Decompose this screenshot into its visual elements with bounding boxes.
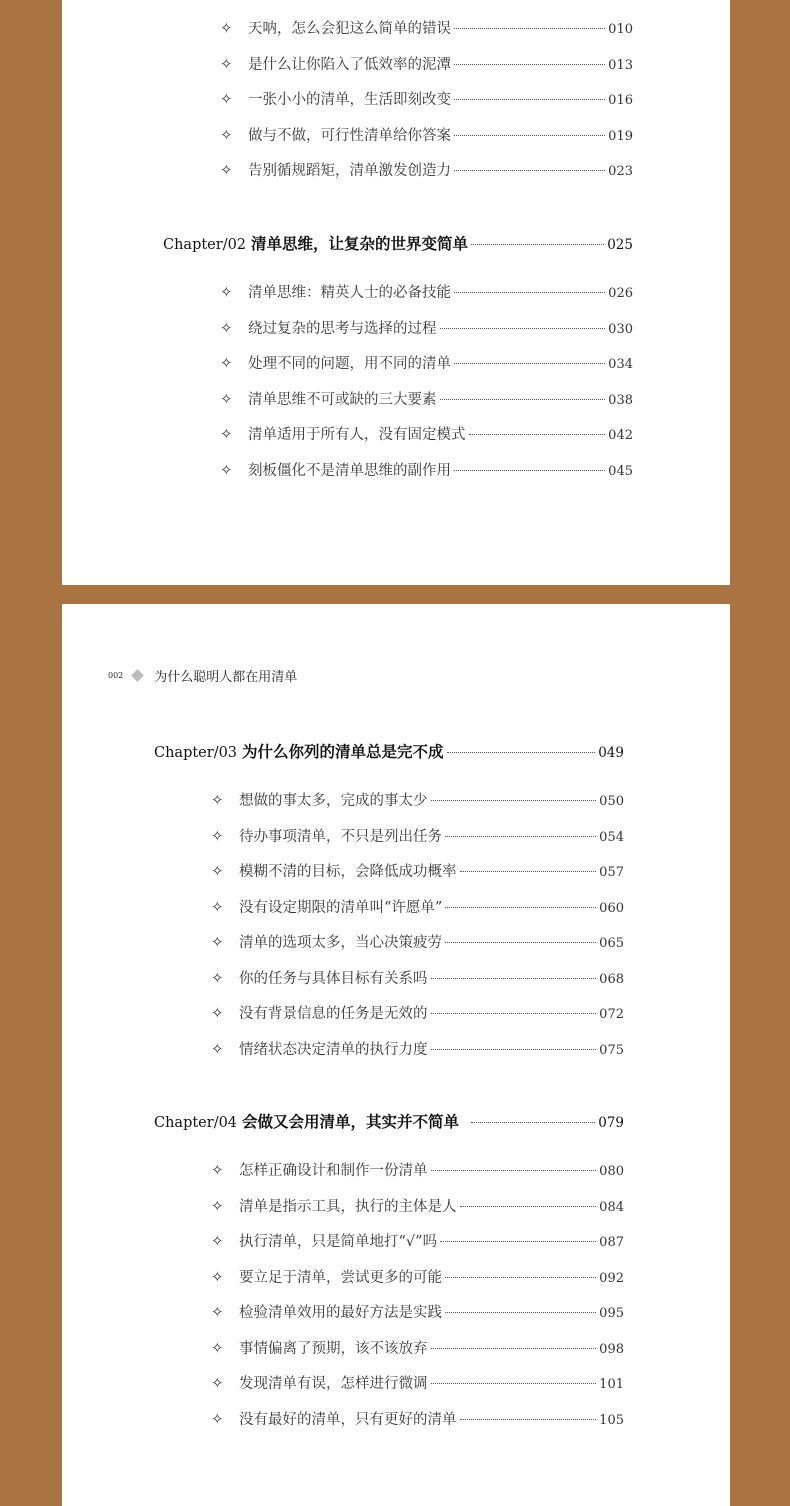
toc-entry xyxy=(211,896,624,917)
dot-leader xyxy=(454,27,605,29)
dot-leader xyxy=(471,243,604,245)
entry-title: 事情偏离了预期，该不该放弃 xyxy=(239,1340,428,1357)
entry-title: 清单思维不可或缺的三大要素 xyxy=(248,391,437,408)
toc-entry xyxy=(211,1337,624,1358)
toc-entry xyxy=(211,1301,624,1322)
header-book-title: 为什么聪明人都在用清单 xyxy=(154,670,298,685)
entry-title: 你的任务与具体目标有关系吗 xyxy=(239,970,428,987)
four-point-star-icon: ✧ xyxy=(211,1338,224,1357)
entry-page-number: 065 xyxy=(599,936,624,951)
dot-leader xyxy=(431,977,597,979)
dot-leader xyxy=(460,870,597,872)
four-point-star-icon: ✧ xyxy=(211,1267,224,1286)
entry-title: 清单的选项太多，当心决策疲劳 xyxy=(239,935,442,951)
entry-page-number: 045 xyxy=(608,463,633,479)
entry-title: 没有最好的清单，只有更好的清单 xyxy=(239,1411,457,1428)
dot-leader xyxy=(445,1276,596,1278)
dot-leader xyxy=(431,1347,597,1349)
dot-leader xyxy=(454,169,605,171)
entry-title: 情绪状态决定清单的执行力度 xyxy=(239,1041,428,1058)
chapter04-heading xyxy=(154,1110,624,1132)
running-header xyxy=(108,666,297,685)
toc-entry xyxy=(220,281,633,302)
entry-page-number: 038 xyxy=(608,392,633,408)
entry-title: 怎样正确设计和制作一份清单 xyxy=(239,1163,428,1179)
four-point-star-icon: ✧ xyxy=(211,933,224,951)
four-point-star-icon: ✧ xyxy=(220,161,233,179)
four-point-star-icon: ✧ xyxy=(211,1039,224,1058)
toc-entry xyxy=(211,1002,624,1023)
four-point-star-icon: ✧ xyxy=(211,1161,224,1179)
four-point-star-icon: ✧ xyxy=(220,460,233,479)
entry-page-number: 087 xyxy=(599,1235,624,1250)
entry-title: 执行清单，只是简单地打“√”吗 xyxy=(239,1234,438,1250)
four-point-star-icon: ✧ xyxy=(211,1374,224,1392)
entry-title: 要立足于清单，尝试更多的可能 xyxy=(239,1269,442,1286)
entry-page-number: 060 xyxy=(599,900,624,916)
dot-leader xyxy=(440,327,606,329)
toc-entry xyxy=(211,931,624,952)
four-point-star-icon: ✧ xyxy=(220,54,233,73)
entry-page-number: 013 xyxy=(608,57,633,73)
entry-page-number: 054 xyxy=(599,829,624,845)
entry-page-number: 080 xyxy=(599,1164,624,1179)
toc-entry xyxy=(211,1195,624,1216)
entry-page-number: 105 xyxy=(599,1412,624,1428)
dot-leader xyxy=(454,469,605,471)
four-point-star-icon: ✧ xyxy=(220,90,233,108)
entry-page-number: 050 xyxy=(599,794,624,809)
toc-entry xyxy=(211,825,624,846)
entry-title: 天呐，怎么会犯这么简单的错误 xyxy=(248,21,451,37)
chapter-page-number: 025 xyxy=(607,237,633,253)
entry-page-number: 084 xyxy=(599,1199,624,1215)
entry-page-number: 098 xyxy=(599,1341,624,1357)
entry-page-number: 042 xyxy=(608,428,633,443)
toc-entry xyxy=(220,124,633,145)
dot-leader xyxy=(431,1169,597,1171)
entry-title: 清单思维：精英人士的必备技能 xyxy=(248,285,451,301)
toc-entry xyxy=(220,53,633,74)
entry-page-number: 101 xyxy=(599,1377,624,1392)
entry-page-number: 023 xyxy=(608,164,633,179)
dot-leader xyxy=(471,1121,595,1123)
four-point-star-icon: ✧ xyxy=(211,968,224,987)
dot-leader xyxy=(445,835,596,837)
entry-page-number: 019 xyxy=(608,128,633,144)
diamond-icon xyxy=(131,669,144,682)
four-point-star-icon: ✧ xyxy=(211,1232,224,1250)
four-point-star-icon: ✧ xyxy=(211,1409,224,1428)
four-point-star-icon: ✧ xyxy=(220,283,233,301)
toc-entry xyxy=(211,1408,624,1429)
toc-entry xyxy=(211,789,624,810)
entry-title: 没有背景信息的任务是无效的 xyxy=(239,1006,428,1022)
entry-title: 处理不同的问题，用不同的清单 xyxy=(248,356,451,372)
toc-entry xyxy=(220,352,633,373)
entry-page-number: 034 xyxy=(608,357,633,372)
entry-title: 清单是指示工具，执行的主体是人 xyxy=(239,1198,457,1215)
toc-entry xyxy=(220,317,633,338)
entry-page-number: 030 xyxy=(608,321,633,337)
toc-entry xyxy=(211,1038,624,1059)
four-point-star-icon: ✧ xyxy=(211,1196,224,1215)
toc-page-2 xyxy=(62,604,730,1506)
toc-entry xyxy=(220,159,633,180)
entry-title: 没有设定期限的清单叫“许愿单” xyxy=(239,899,443,916)
toc-entry xyxy=(220,423,633,444)
entry-page-number: 010 xyxy=(608,22,633,37)
entry-title: 一张小小的清单，生活即刻改变 xyxy=(248,92,451,108)
entry-title: 做与不做，可行性清单给你答案 xyxy=(248,127,451,144)
entry-title: 绕过复杂的思考与选择的过程 xyxy=(248,320,437,337)
four-point-star-icon: ✧ xyxy=(220,19,233,37)
chapter-title: 为什么你列的清单总是完不成 xyxy=(242,742,444,761)
dot-leader xyxy=(431,799,597,801)
chapter-page-number: 049 xyxy=(598,745,624,761)
dot-leader xyxy=(460,1205,597,1207)
entry-page-number: 095 xyxy=(599,1306,624,1321)
four-point-star-icon: ✧ xyxy=(220,318,233,337)
entry-title: 清单适用于所有人，没有固定模式 xyxy=(248,427,466,443)
dot-leader xyxy=(454,134,605,136)
chapter-title: 会做又会用清单，其实并不简单 xyxy=(242,1112,460,1131)
dot-leader xyxy=(431,1382,597,1384)
chapter-title: 清单思维，让复杂的世界变简单 xyxy=(251,234,469,253)
toc-entry xyxy=(211,967,624,988)
toc-entry xyxy=(211,1372,624,1393)
dot-leader xyxy=(440,398,606,400)
entry-page-number: 075 xyxy=(599,1042,624,1058)
entry-page-number: 016 xyxy=(608,93,633,108)
four-point-star-icon: ✧ xyxy=(220,425,233,443)
header-page-number: 002 xyxy=(108,671,124,680)
toc-entry xyxy=(220,459,633,480)
entry-title: 是什么让你陷入了低效率的泥潭 xyxy=(248,56,451,73)
dot-leader xyxy=(431,1048,597,1050)
dot-leader xyxy=(445,906,596,908)
entry-page-number: 057 xyxy=(599,865,624,880)
dot-leader xyxy=(454,362,605,364)
four-point-star-icon: ✧ xyxy=(211,1004,224,1022)
toc-entry xyxy=(211,860,624,881)
dot-leader xyxy=(445,941,596,943)
dot-leader xyxy=(454,63,605,65)
dot-leader xyxy=(447,751,596,753)
entry-title: 想做的事太多，完成的事太少 xyxy=(239,793,428,809)
chapter-page-number: 079 xyxy=(598,1115,624,1131)
entry-title: 检验清单效用的最好方法是实践 xyxy=(239,1305,442,1321)
dot-leader xyxy=(445,1311,596,1313)
entry-page-number: 092 xyxy=(599,1270,624,1286)
chapter-number: Chapter/04 xyxy=(154,1115,238,1131)
four-point-star-icon: ✧ xyxy=(211,862,224,880)
dot-leader xyxy=(431,1012,597,1014)
toc-entry xyxy=(220,88,633,109)
dot-leader xyxy=(440,1240,596,1242)
entry-title: 模糊不清的目标，会降低成功概率 xyxy=(239,864,457,880)
dot-leader xyxy=(454,98,605,100)
chapter-number: Chapter/03 xyxy=(154,745,238,761)
chapter03-heading xyxy=(154,740,624,762)
four-point-star-icon: ✧ xyxy=(211,791,224,809)
dot-leader xyxy=(460,1418,597,1420)
entry-title: 刻板僵化不是清单思维的副作用 xyxy=(248,462,451,479)
four-point-star-icon: ✧ xyxy=(211,1303,224,1321)
chapter-number: Chapter/02 xyxy=(163,237,247,253)
dot-leader xyxy=(454,291,605,293)
chapter02-heading xyxy=(163,232,633,254)
four-point-star-icon: ✧ xyxy=(220,354,233,372)
four-point-star-icon: ✧ xyxy=(211,897,224,916)
toc-entry xyxy=(220,17,633,38)
dot-leader xyxy=(469,433,606,435)
four-point-star-icon: ✧ xyxy=(220,389,233,408)
four-point-star-icon: ✧ xyxy=(211,826,224,845)
toc-entry xyxy=(211,1230,624,1251)
toc-page-1 xyxy=(62,0,730,585)
entry-page-number: 072 xyxy=(599,1007,624,1022)
toc-entry xyxy=(220,388,633,409)
toc-entry xyxy=(211,1159,624,1180)
entry-title: 告别循规蹈矩，清单激发创造力 xyxy=(248,163,451,179)
entry-page-number: 026 xyxy=(608,286,633,301)
toc-entry xyxy=(211,1266,624,1287)
entry-title: 待办事项清单，不只是列出任务 xyxy=(239,828,442,845)
four-point-star-icon: ✧ xyxy=(220,125,233,144)
entry-page-number: 068 xyxy=(599,971,624,987)
entry-title: 发现清单有误，怎样进行微调 xyxy=(239,1376,428,1392)
